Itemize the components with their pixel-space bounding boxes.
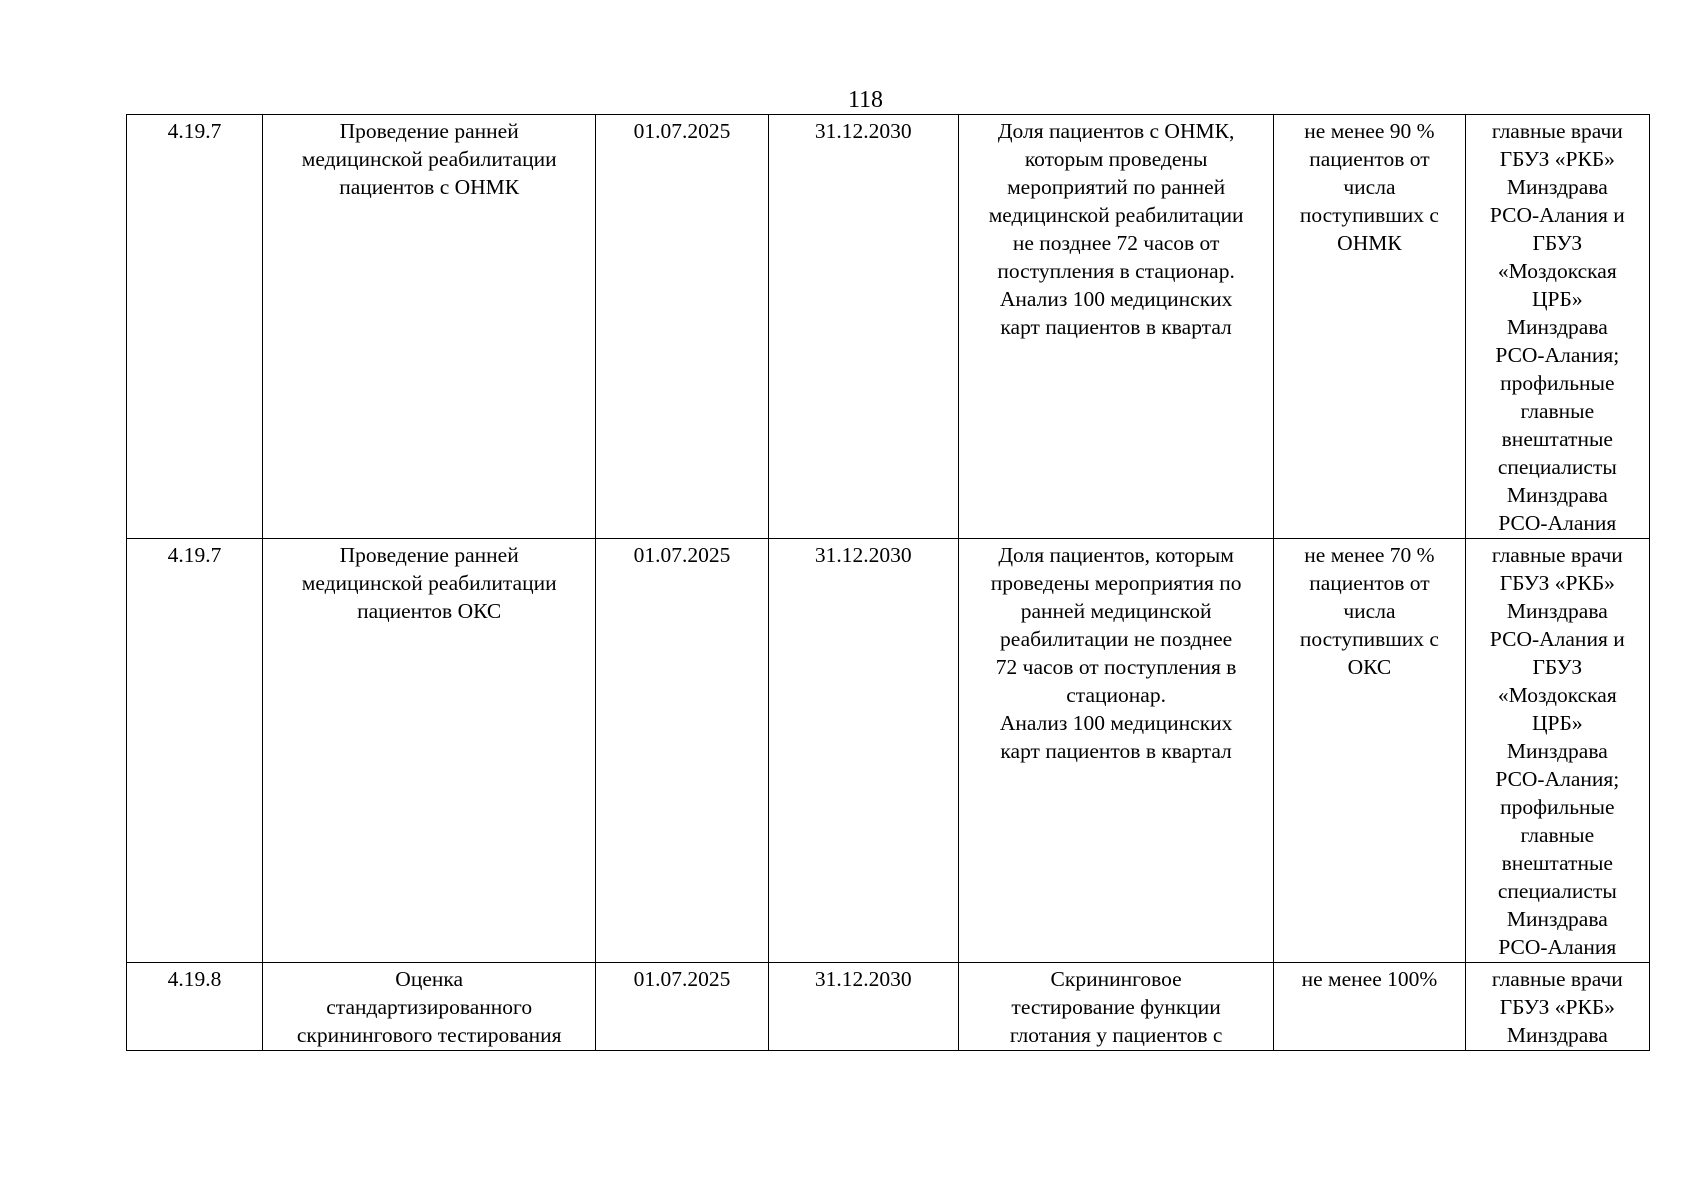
- cell-end-date: 31.12.2030: [768, 115, 958, 539]
- cell-indicator: Скрининговое тестирование функции глотания у пациентов с: [958, 963, 1273, 1051]
- cell-responsible: главные врачи ГБУЗ «РКБ» Минздрава РСО-Алания и ГБУЗ «Моздокская ЦРБ» Минздрава РСО-Алания; профильные главные внештатные специалисты Минздрава РСО-Алания: [1465, 539, 1649, 963]
- cell-activity-name: Проведение ранней медицинской реабилитации пациентов с ОНМК: [262, 115, 595, 539]
- table-row: [127, 963, 1650, 1051]
- cell-start-date: 01.07.2025: [596, 539, 768, 963]
- cell-end-date: 31.12.2030: [768, 539, 958, 963]
- cell-number: 4.19.8: [127, 963, 263, 1051]
- cell-start-date: 01.07.2025: [596, 963, 768, 1051]
- cell-target-value: не менее 70 % пациентов от числа поступивших с ОКС: [1274, 539, 1465, 963]
- cell-responsible: главные врачи ГБУЗ «РКБ» Минздрава РСО-Алания и ГБУЗ «Моздокская ЦРБ» Минздрава РСО-Алания; профильные главные внештатные специалисты Минздрава РСО-Алания: [1465, 115, 1649, 539]
- table-row: [127, 539, 1650, 963]
- cell-activity-name: Проведение ранней медицинской реабилитации пациентов ОКС: [262, 539, 595, 963]
- cell-indicator: Доля пациентов, которым проведены мероприятия по ранней медицинской реабилитации не позднее 72 часов от поступления в стационар. Анализ 100 медицинских карт пациентов в квартал: [958, 539, 1273, 963]
- table-row: [127, 115, 1650, 539]
- cell-activity-name: Оценка стандартизированного скринингового тестирования: [262, 963, 595, 1051]
- cell-indicator: Доля пациентов с ОНМК, которым проведены мероприятий по ранней медицинской реабилитации не позднее 72 часов от поступления в стационар. Анализ 100 медицинских карт пациентов в квартал: [958, 115, 1273, 539]
- activities-table: [126, 114, 1650, 1051]
- cell-target-value: не менее 90 % пациентов от числа поступивших с ОНМК: [1274, 115, 1465, 539]
- cell-number: 4.19.7: [127, 115, 263, 539]
- cell-number: 4.19.7: [127, 539, 263, 963]
- cell-responsible: главные врачи ГБУЗ «РКБ» Минздрава: [1465, 963, 1649, 1051]
- cell-start-date: 01.07.2025: [596, 115, 768, 539]
- cell-target-value: не менее 100%: [1274, 963, 1465, 1051]
- cell-end-date: 31.12.2030: [768, 963, 958, 1051]
- page-number: 118: [847, 87, 884, 113]
